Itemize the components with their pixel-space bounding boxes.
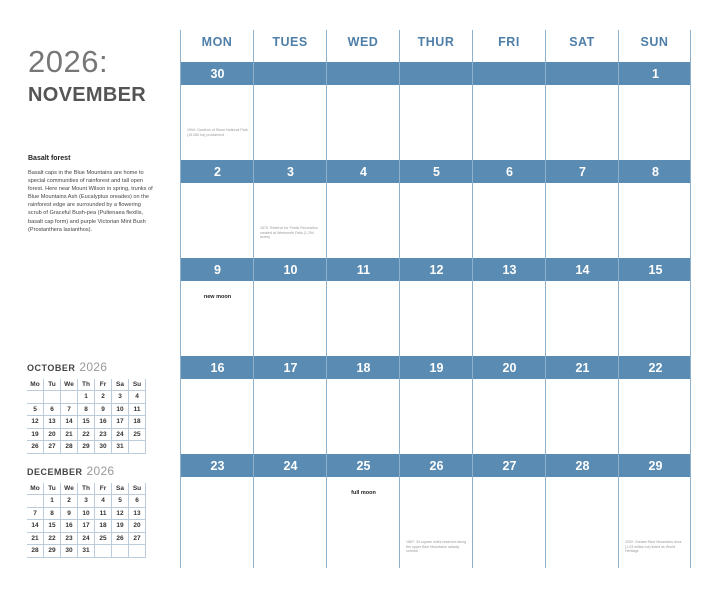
day-of-week-label: THUR [399,30,472,62]
mini-day-cell: 11 [95,508,112,521]
day-cell[interactable] [399,160,472,258]
day-cell[interactable] [253,62,326,160]
mini-day-cell: 26 [112,533,129,546]
week-row [180,356,691,454]
mini-weekday-label: Mo [27,483,44,495]
day-number: 14 [575,263,590,277]
day-of-week-label: MON [180,30,253,62]
mini-day-cell [112,545,129,558]
mini-weekday-label: Mo [27,379,44,391]
day-number: 27 [502,459,517,473]
day-cell[interactable] [472,454,545,568]
mini-day-cell: 13 [129,508,146,521]
mini-day-cell: 16 [95,416,112,429]
mini-weekday-label: Su [129,483,146,495]
day-number: 2 [214,165,221,179]
mini-day-cell: 30 [61,545,78,558]
day-note: 1994: Gardens of Stone National Park (15,080 ha) proclaimed [187,128,248,137]
mini-day-cell: 17 [78,520,95,533]
mini-day-cell: 24 [112,429,129,442]
mini-day-cell: 12 [112,508,129,521]
mini-day-cell: 13 [44,416,61,429]
day-cell[interactable] [618,356,691,454]
day-of-week-label: WED [326,30,399,62]
mini-day-cell: 22 [44,533,61,546]
mini-day-cell: 12 [27,416,44,429]
day-number: 11 [356,263,371,277]
mini-day-cell: 6 [129,495,146,508]
day-cell[interactable] [472,62,545,160]
mini-day-cell: 27 [44,441,61,454]
mini-day-cell: 5 [27,404,44,417]
day-cell[interactable] [253,356,326,454]
mini-day-cell: 16 [61,520,78,533]
mini-day-cell: 7 [61,404,78,417]
mini-weekday-label: We [61,379,78,391]
mini-year: 2026 [86,464,115,478]
day-cell[interactable] [472,160,545,258]
mini-day-cell: 15 [78,416,95,429]
day-number [327,62,400,85]
day-number: 26 [429,459,444,473]
mini-day-cell: 20 [44,429,61,442]
mini-day-cell: 29 [44,545,61,558]
day-cell[interactable] [545,62,618,160]
day-note: 1867: 34 square miles reserved along the upper Blue Mountains railway corridor [406,540,467,554]
day-number: 10 [283,263,298,277]
day-number: 30 [210,67,225,81]
day-cell[interactable] [545,160,618,258]
day-cell[interactable] [472,258,545,356]
day-of-week-label: TUES [253,30,326,62]
day-cell[interactable] [545,356,618,454]
mini-day-cell [129,441,146,454]
mini-day-cell: 28 [61,441,78,454]
mini-day-cell: 15 [44,520,61,533]
day-cell[interactable] [180,160,253,258]
day-number: 5 [433,165,440,179]
day-cell[interactable] [618,62,691,160]
day-cell[interactable] [399,454,472,568]
mini-day-cell: 5 [112,495,129,508]
mini-day-cell: 9 [95,404,112,417]
moon-phase-label: full moon [351,490,376,496]
day-cell[interactable] [253,454,326,568]
week-row [180,62,691,160]
mini-weekday-label: Sa [112,483,129,495]
mini-day-cell [27,391,44,404]
mini-day-cell: 8 [44,508,61,521]
day-number: 18 [356,361,371,375]
mini-month-name: OCTOBER [27,363,76,373]
mini-day-cell: 4 [95,495,112,508]
week-row [180,454,691,568]
mini-day-cell: 11 [129,404,146,417]
day-cell[interactable] [180,454,253,568]
mini-day-cell [95,545,112,558]
day-number: 1 [652,67,659,81]
mini-day-cell: 23 [95,429,112,442]
mini-day-cell: 10 [112,404,129,417]
month-title: NOVEMBER [28,84,146,106]
mini-weekday-label: Su [129,379,146,391]
day-cell[interactable] [618,160,691,258]
day-cell[interactable] [326,160,399,258]
mini-calendar-grid [27,483,147,558]
mini-day-cell [61,391,78,404]
mini-day-cell: 20 [129,520,146,533]
day-cell[interactable] [326,62,399,160]
mini-day-cell: 10 [78,508,95,521]
mini-day-cell: 3 [78,495,95,508]
mini-day-cell: 2 [61,495,78,508]
mini-calendar-december [27,464,147,558]
mini-day-cell: 14 [27,520,44,533]
day-number: 13 [502,263,517,277]
mini-day-cell: 29 [78,441,95,454]
day-cell[interactable] [253,160,326,258]
day-number [400,62,473,85]
mini-weekday-label: Fr [95,379,112,391]
mini-day-cell: 9 [61,508,78,521]
month-calendar [180,30,691,570]
mini-day-cell: 25 [95,533,112,546]
mini-calendar-title [27,464,147,478]
mini-day-cell: 27 [129,533,146,546]
day-cell[interactable] [253,258,326,356]
mini-weekday-label: We [61,483,78,495]
day-number: 4 [360,165,367,179]
day-cell[interactable] [326,258,399,356]
day-of-week-label: FRI [472,30,545,62]
mini-calendar-grid [27,379,147,454]
day-number: 12 [429,263,444,277]
day-number: 28 [575,459,590,473]
mini-day-cell: 4 [129,391,146,404]
mini-day-cell: 28 [27,545,44,558]
mini-day-cell: 24 [78,533,95,546]
day-cell[interactable] [326,356,399,454]
moon-phase-label: new moon [203,294,232,300]
mini-day-cell: 21 [27,533,44,546]
day-number [473,62,546,85]
mini-day-cell: 8 [78,404,95,417]
day-of-week-label: SUN [618,30,691,62]
mini-day-cell: 21 [61,429,78,442]
day-number: 21 [575,361,590,375]
mini-day-cell: 14 [61,416,78,429]
mini-weekday-label: Tu [44,483,61,495]
mini-year: 2026 [79,360,108,374]
mini-day-cell: 25 [129,429,146,442]
day-number [546,62,619,85]
mini-day-cell: 3 [112,391,129,404]
mini-weekday-label: Th [78,379,95,391]
day-number: 9 [214,263,221,277]
mini-day-cell: 18 [95,520,112,533]
day-note: 1870: Reserve for Public Recreation created at Wentworth Falls (1,294 acres) [260,226,318,240]
feature-title: Basalt forest [28,155,71,162]
day-cell[interactable] [545,258,618,356]
day-number [254,62,327,85]
day-cell[interactable] [399,356,472,454]
day-cell[interactable] [399,258,472,356]
day-cell[interactable] [472,356,545,454]
year-title: 2026: [28,44,109,79]
mini-day-cell: 2 [95,391,112,404]
mini-day-cell: 23 [61,533,78,546]
day-cell[interactable] [180,356,253,454]
mini-calendar-october [27,360,147,454]
day-number: 8 [652,165,659,179]
mini-day-cell: 30 [95,441,112,454]
mini-day-cell: 1 [78,391,95,404]
mini-day-cell [27,495,44,508]
day-cell[interactable] [399,62,472,160]
mini-calendar-title [27,360,147,374]
day-number: 7 [579,165,586,179]
mini-day-cell: 22 [78,429,95,442]
day-number: 24 [283,459,298,473]
day-cell[interactable] [180,258,253,356]
day-number: 3 [287,165,294,179]
day-number: 20 [502,361,517,375]
mini-weekday-label: Sa [112,379,129,391]
day-of-week-header [180,30,691,62]
mini-day-cell [44,391,61,404]
day-number: 23 [210,459,225,473]
week-row [180,258,691,356]
day-number: 22 [648,361,663,375]
day-note: 2000: Greater Blue Mountains Area (1.03 million ha) listed as World Heritage [625,540,682,554]
left-panel [0,0,180,597]
day-of-week-label: SAT [545,30,618,62]
day-number: 15 [648,263,663,277]
mini-day-cell: 6 [44,404,61,417]
day-number: 25 [356,459,371,473]
mini-day-cell: 19 [27,429,44,442]
day-cell[interactable] [618,258,691,356]
mini-day-cell: 18 [129,416,146,429]
mini-day-cell: 7 [27,508,44,521]
mini-month-name: DECEMBER [27,467,83,477]
mini-weekday-label: Tu [44,379,61,391]
mini-weekday-label: Fr [95,483,112,495]
mini-day-cell: 17 [112,416,129,429]
mini-weekday-label: Th [78,483,95,495]
mini-day-cell: 31 [112,441,129,454]
day-number: 29 [648,459,663,473]
mini-day-cell [129,545,146,558]
mini-day-cell: 31 [78,545,95,558]
week-row [180,160,691,258]
day-cell[interactable] [545,454,618,568]
day-number: 17 [283,361,298,375]
mini-day-cell: 1 [44,495,61,508]
mini-day-cell: 19 [112,520,129,533]
mini-day-cell: 26 [27,441,44,454]
feature-text: Basalt caps in the Blue Mountains are home to special communities of rainforest and tall open forest. Here near Mount Wilson in spring, trunks of Blue Mountains Ash (Eucalyptus oreades) on the rainforest edge are surrounded by a flowering scrub of Graceful Bush-pea (Pultenaea flexilis, basalt cap form) and purple Victorian Mint Bush (Prostanthera lasianthos). [28,170,153,233]
day-number: 6 [506,165,513,179]
day-cell[interactable] [326,454,399,568]
day-number: 19 [429,361,444,375]
day-cell[interactable] [618,454,691,568]
day-cell[interactable] [180,62,253,160]
day-number: 16 [210,361,225,375]
